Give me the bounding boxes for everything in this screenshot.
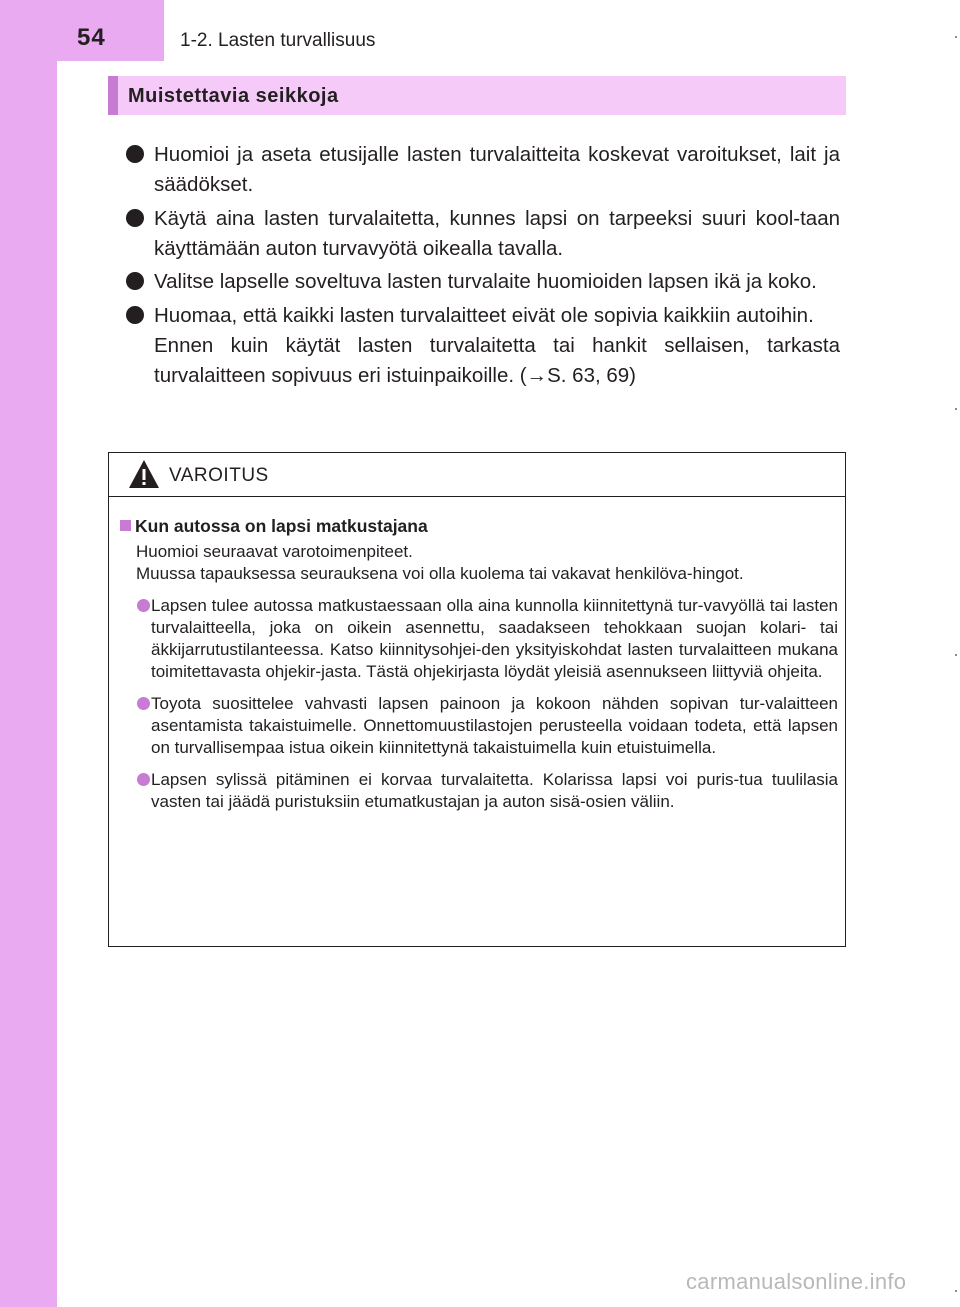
bullet-item [126,204,840,264]
section-title: Muistettavia seikkoja [128,85,339,107]
warning-bullet-text: Lapsen sylissä pitäminen ei korvaa turvalaitetta. Kolarissa lapsi voi puris-tua tuulilasia vasten tai jäädä puristuksiin etumatkustajan ja auton sisä-osien väliin. [151,770,838,811]
bullet-item [126,267,840,297]
bullet-dot-icon [126,145,144,163]
crop-mark [955,36,957,38]
chapter-sidebar [0,0,57,1307]
bullet-text: Valitse lapselle soveltuva lasten turvalaite huomioiden lapsen ikä ja koko. [154,270,817,293]
bullet-text: Huomioi ja aseta etusijalle lasten turvalaitteita koskevat varoitukset, lait ja säädökset. [154,143,840,196]
warning-box [108,452,846,947]
warning-bullet [120,769,838,813]
warning-bullet-text: Toyota suosittelee vahvasti lapsen painoon ja kokoon nähden sopivan tur-valaitteen asentamista takaistuimelle. Onnettomuustilastojen perusteella voidaan todeta, että lapsen on turvallisempaa istua oikein kiinnitettynä takaistuimella kuin etuistuimella. [151,694,838,757]
page-number: 54 [77,24,106,51]
crop-mark [955,654,957,656]
bullet-list [126,140,840,394]
warning-title: VAROITUS [169,465,269,486]
square-bullet-icon [120,520,131,531]
warning-subheading-text: Kun autossa on lapsi matkustajana [135,516,428,536]
bullet-item [126,301,840,391]
warning-subheading [120,515,838,537]
bullet-dot-icon [126,306,144,324]
watermark: carmanualsonline.info [686,1269,907,1294]
bullet-dot-icon [126,272,144,290]
warning-header [109,453,845,497]
warning-content [120,515,838,813]
bullet-text: Huomaa, että kaikki lasten turvalaitteet eivät ole sopivia kaikkiin autoihin. [154,303,814,327]
warning-bullet-text: Lapsen tulee autossa matkustaessaan olla aina kunnolla kiinnitettynä tur-vavyöllä tai lasten turvalaitteella, joka on oikein asennettu, saadakseen tehokkaan suojan kolari- tai äkkijarrutustilanteessa. Katso kiinnitysohjei-den yksityiskohdat lasten turvalaitteen mukana toimitettavasta ohjekir-jasta. Tästä ohjekirjasta löydät yleisiä asennukseen liittyviä ohjeita. [151,596,838,681]
crop-mark [955,1290,957,1292]
warning-consequence: Muussa tapauksessa seurauksena voi olla kuolema tai vakavat henkilöva-hingot. [136,564,744,583]
bullet-dot-icon [126,209,144,227]
bullet-text: Käytä aina lasten turvalaitetta, kunnes lapsi on tarpeeksi suuri kool-taan käyttämään auton turvavyötä oikealla tavalla. [154,206,840,260]
warning-bullet [120,693,838,759]
warning-triangle-icon [128,459,160,489]
bullet-dot-icon [137,599,150,612]
bullet-item [126,140,840,200]
bullet-dot-icon [137,697,150,710]
section-heading [108,76,846,115]
crop-mark [955,408,957,410]
bullet-extra-text: Ennen kuin käytät lasten turvalaitetta tai hankit sellaisen, tarkasta turvalaitteen sopivuus eri istuinpaikoille. (→S. 63, 69) [154,333,840,387]
bullet-dot-icon [137,773,150,786]
warning-intro: Huomioi seuraavat varotoimenpiteet. [136,542,413,561]
chapter-title: 1-2. Lasten turvallisuus [180,30,376,51]
warning-bullet [120,595,838,683]
